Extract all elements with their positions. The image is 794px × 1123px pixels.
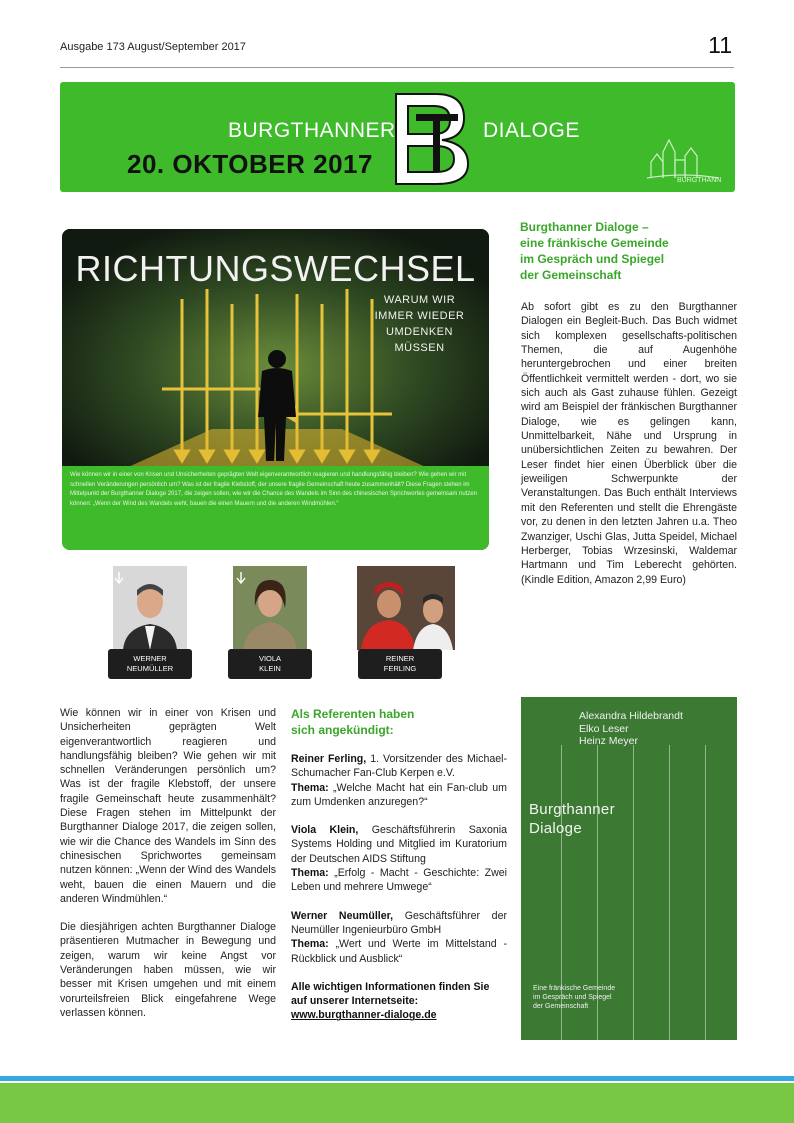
- website-link[interactable]: www.burgthanner-dialoge.de: [291, 1009, 437, 1022]
- town-label: BURGTHANN: [677, 177, 722, 184]
- speaker-label-neumueller: WERNER NEUMÜLLER: [108, 649, 192, 679]
- footer-blue-bar: [0, 1076, 794, 1081]
- header-rule: [60, 67, 734, 68]
- left-article-paragraph: Wie können wir in einer von Krisen und Unsicherheiten geprägten Welt eigenverantwortlich reagieren und handlungsfähig bleiben? Wie gehen wir mit schnellen Veränderungen persönlich um? Was ist der fragile Klebstoff, der unsere fragile Gemeinschaft heute zusammenhält? Diese Fragen stehen im Mittelpunkt der Burgthanner Dialoge 2017, die zeigen sollen, wie wir die Chance des Wandels im Sinn des chinesischen Sprichwortes gemeinsam nutzen können: „Wenn der Wind des Wandels weht, bauen die einen Mauern und die anderen Windmühlen.“: [60, 707, 276, 905]
- book-title: Burgthanner Dialoge: [529, 801, 615, 837]
- banner-date: 20. OKTOBER 2017: [127, 149, 373, 179]
- left-article: [60, 706, 276, 1034]
- speaker-photo-klein: [233, 566, 307, 650]
- announcement-heading: Als Referenten haben sich angekündigt:: [291, 707, 415, 737]
- cover-line: [669, 745, 670, 1040]
- page-number: 11: [708, 32, 732, 58]
- promo-text-strip: Wie können wir in einer von Krisen und Unsicherheiten geprägten Welt eigenverantwortlich reagieren und handlungsfähig bleiben? Wie gehen wir mit schnellen Veränderungen persönlich um? Was ist der fragile Klebstoff, der unsere fragile Gemeinschaft heute zusammenhält? Diese Fragen stehen im Mittelpunkt der Burgthanner Dialoge 2017, die zeigen sollen, wie wir die Chance des Wandels im Sinn des chinesischen Sprichwortes gemeinsam nutzen können: „Wenn der Wind des Wandels weht, bauen die einen Mauern und die anderen Windmühlen.“: [62, 466, 489, 550]
- book-cover: [521, 697, 737, 1040]
- banner-left-text: BURGTHANNER: [228, 119, 396, 142]
- issue-label: Ausgabe 173 August/September 2017: [60, 41, 246, 53]
- book-subtitle: Eine fränkische Gemeinde im Gespräch und Spiegel der Gemeinschaft: [533, 985, 616, 1010]
- speaker-photo-ferling: [357, 566, 455, 650]
- promo-title: RICHTUNGSWECHSEL: [75, 248, 476, 289]
- speaker-entry: Werner Neumüller, Geschäftsführer der Neumüller Ingenieurbüro GmbH Thema: „Wert und Werte im Mittelstand - Rückblick und Ausblick“: [291, 909, 507, 965]
- cover-line: [705, 745, 706, 1040]
- event-banner: [60, 82, 735, 192]
- speaker-label-klein: VIOLA KLEIN: [228, 649, 312, 679]
- speakers-announcement: [291, 706, 507, 1023]
- richtungswechsel-promo: [62, 229, 489, 550]
- book-authors: Alexandra Hildebrandt Elko Leser Heinz Meyer: [579, 710, 683, 747]
- banner-right-text: DIALOGE: [483, 119, 580, 142]
- right-article-heading: Burgthanner Dialoge – eine fränkische Gemeinde im Gespräch und Spiegel der Gemeinschaft: [520, 220, 669, 282]
- cover-line: [633, 745, 634, 1040]
- footer-green-bar: [0, 1083, 794, 1123]
- speaker-entry: Viola Klein, Geschäftsführerin Saxonia Systems Holding und Mitglied im Kuratorium der Deutschen AIDS Stiftung Thema: „Erfolg - Macht - Geschichte: Zwei Leben und mehrere Umwege“: [291, 824, 507, 894]
- bd-logo-icon: [386, 88, 476, 188]
- left-article-paragraph: Die diesjährigen achten Burgthanner Dialoge präsentieren Mutmacher in Bewegung und zeigen, warum wir keine Angst vor Veränderungen haben müssen, wie wir besser mit Krisen umgehen und mit einem vorurteilsfreien Blick eingefahrene Wege verlassen können.: [60, 921, 276, 1019]
- right-article-body: Ab sofort gibt es zu den Burgthanner Dialogen ein Begleit-Buch. Das Buch widmet sich komplexen gesellschafts-politischen Themen, die auf Augenhöhe heruntergebrochen und einer breiten Öffentlichkeit vermittelt werden - dort, wo sie sich auch als Gast zuhause fühlen. Gezeigt wird am Beispiel der fränkischen Burgthanner Dialoge, wie es gelingen kann, Unmittelbarkeit, Nähe und Ursprung in unübersichtlichen Zeiten zu bewahren. Der Leser findet hier einen Überblick über die jeweiligen Schwerpunkte der Veranstaltungen. Das Buch enthält Interviews mit den Referenten und stellt die Ehrengäste vor, zu denen in den letzten Jahren u.a. Theo Zwanziger, Uschi Glas, Jutta Speidel, Michael Herberger, Tobias Wrzesinski, Waldemar Hartmann und Tim Leberecht gehörten. (Kindle Edition, Amazon 2,99 Euro): [521, 301, 737, 586]
- speaker-label-ferling: REINER FERLING: [358, 649, 442, 679]
- info-note: Alle wichtigen Informationen finden Sie auf unserer Internetseite:: [291, 980, 490, 1008]
- promo-subtitle: WARUM WIR IMMER WIEDER UMDENKEN MÜSSEN: [374, 294, 465, 354]
- speaker-entry: Reiner Ferling, 1. Vorsitzender des Michael-Schumacher Fan-Club Kerpen e.V. Thema: „Welche Macht hat ein Fan-club um zum Umdenken anzuregen?“: [291, 753, 508, 808]
- speaker-photo-neumueller: [113, 566, 187, 650]
